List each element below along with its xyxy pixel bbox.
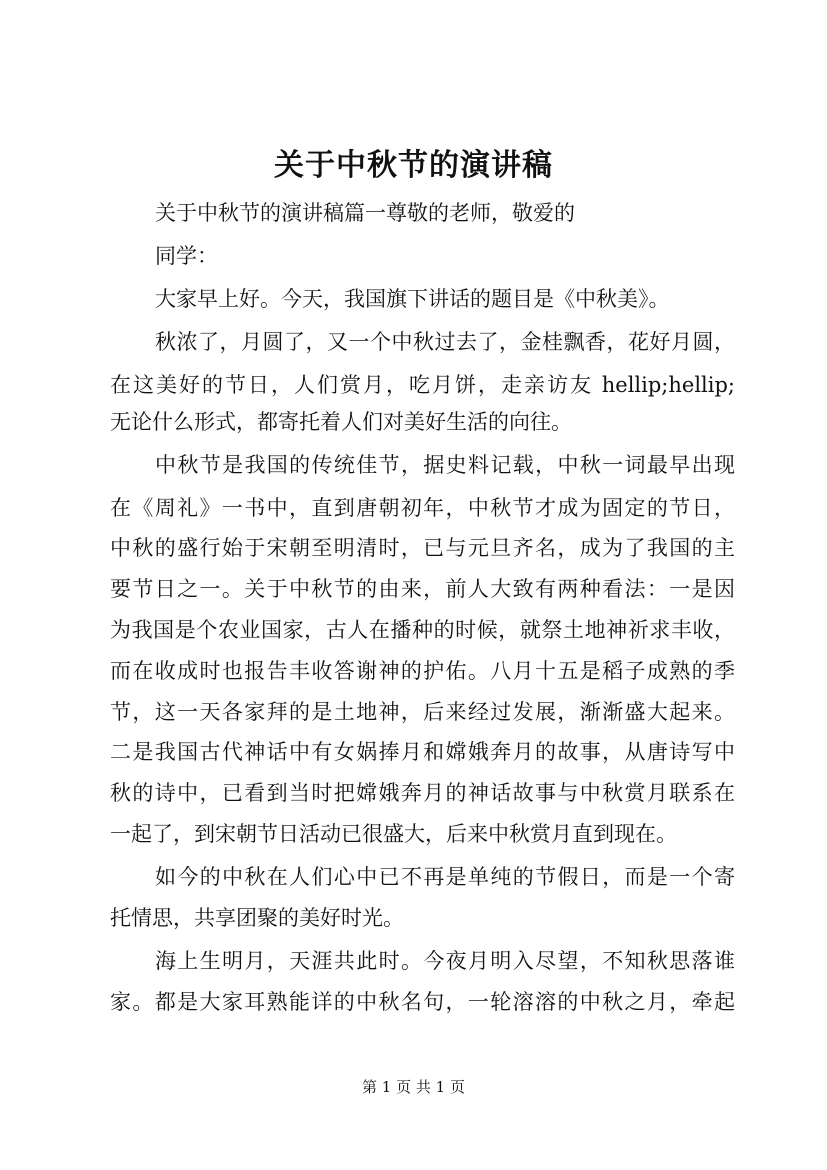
paragraph-line: 托情思，共享团聚的美好时光。 (110, 906, 404, 930)
paragraph-line: 中秋的盛行始于宋朝至明清时，已与元旦齐名，成为了我国的主 (110, 536, 735, 560)
paragraph-line: 海上生明月，天涯共此时。今夜月明入尽望，不知秋思落谁 (155, 949, 735, 973)
paragraph-line: 如今的中秋在人们心中已不再是单纯的节假日，而是一个寄 (155, 865, 735, 889)
document-title: 关于中秋节的演讲稿 (274, 148, 553, 183)
paragraph-line: 为我国是个农业国家，古人在播种的时候，就祭土地神祈求丰收， (110, 618, 735, 642)
paragraph-line: 一起了，到宋朝节日活动已很盛大，后来中秋赏月直到现在。 (110, 822, 677, 846)
paragraph-line: 秋浓了，月圆了，又一个中秋过去了，金桂飘香，花好月圆， (155, 330, 735, 354)
paragraph-line: 在《周礼》一书中，直到唐朝初年，中秋节才成为固定的节日， (110, 496, 735, 520)
paragraph-line: 在这美好的节日，人们赏月，吃月饼，走亲访友 hellip;hellip; (110, 373, 735, 397)
paragraph-line: 中秋节是我国的传统佳节，据史料记载，中秋一词最早出现 (155, 453, 735, 477)
paragraph-line: 无论什么形式，都寄托着人们对美好生活的向往。 (110, 410, 572, 434)
paragraph-line: 二是我国古代神话中有女娲捧月和嫦娥奔月的故事，从唐诗写中 (110, 740, 735, 764)
page-number: 第 1 页 共 1 页 (362, 1078, 465, 1096)
paragraph-line: 家。都是大家耳熟能详的中秋名句，一轮溶溶的中秋之月，牵起 (110, 990, 735, 1014)
paragraph-line: 同学： (155, 244, 218, 268)
paragraph-line: 大家早上好。今天，我国旗下讲话的题目是《中秋美》。 (155, 287, 670, 311)
paragraph-line: 而在收成时也报告丰收答谢神的护佑。八月十五是稻子成熟的季 (110, 659, 735, 683)
paragraph-line: 秋的诗中，已看到当时把嫦娥奔月的神话故事与中秋赏月联系在 (110, 781, 735, 805)
paragraph-line: 关于中秋节的演讲稿篇一尊敬的老师，敬爱的 (155, 201, 575, 225)
paragraph-line: 要节日之一。关于中秋节的由来，前人大致有两种看法：一是因 (110, 577, 735, 601)
paragraph-line: 节，这一天各家拜的是土地神，后来经过发展，渐渐盛大起来。 (110, 700, 735, 724)
